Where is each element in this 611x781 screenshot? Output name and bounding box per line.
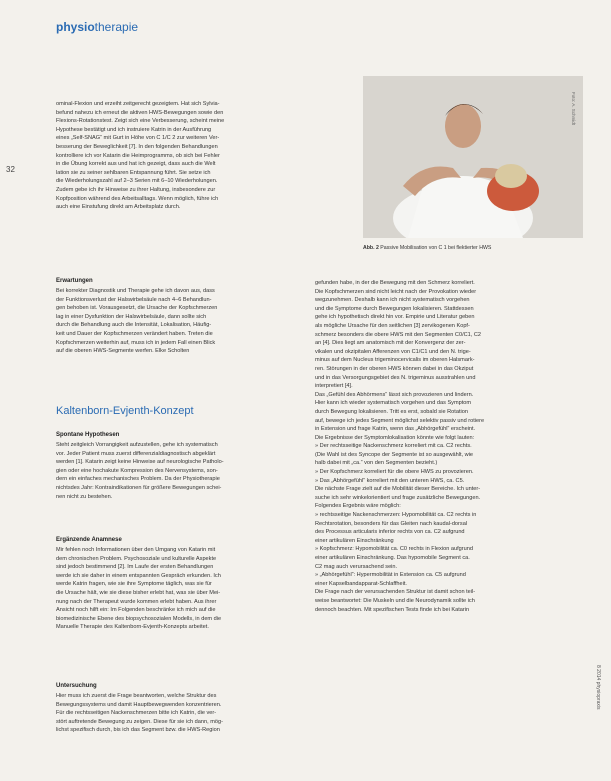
text-line: nichtsdes Jahr: Kontraindikationen für größere Bewegungen schei- — [56, 484, 222, 491]
photo-credit: Foto: A. Schmidt — [571, 92, 576, 126]
text-line: Rechtsrotation, besonders für das Gleiten nach kaudal-dorsal — [315, 520, 468, 527]
text-line: Das „Gefühl des Abhörmens“ lässt sich provozieren und lindern. — [315, 391, 474, 398]
text-line: sind jedoch bestimmend [2]. Im Laufe der ersten Behandlungen — [56, 564, 214, 571]
text-line: durch die Behandlung auch die Intensität, Lokalisation, Häufig- — [56, 322, 212, 329]
text-line: besserung der Beweglichkeit [7]. In den folgenden Behandlungen — [56, 143, 218, 150]
text-line: Bei korrekter Diagnostik und Therapie gehe ich davon aus, dass — [56, 288, 215, 294]
text-line: einer Kapselbandapparat-Schlaffheit. — [315, 580, 407, 587]
text-line: vikalen und okzipitalen Afferenzen von C1/C1 und den N. trige- — [315, 348, 471, 355]
text-line: Die Kopfschmerzen sind nicht leicht nach der Provokation wieder — [315, 288, 477, 295]
journal-logo: physiotherapie — [56, 20, 139, 34]
text-line: einer artikulären Einschränkung — [315, 537, 394, 544]
text-line: eines „Self-SNAG“ mit Gurt in Höhe von C 1/C 2 zur weiteren Ver- — [56, 135, 220, 142]
text-line: nen nicht zu bestehen. — [56, 493, 113, 500]
text-line: und die Symptome durch Bewegungen lokalisieren. Stattdessen — [315, 305, 474, 312]
untersuchung-heading: Untersuchung — [56, 683, 97, 689]
text-line: Hier kann ich wieder systematisch vorgehen und das Symptom — [315, 400, 472, 407]
text-line: und in das Versorgungsgebiet des N. trigeminus ausstrahlen und — [315, 374, 476, 381]
text-line: » Der rechtsseitige Nackenschmerz korreliert mit ca. C2 rechts. — [315, 443, 472, 450]
text-line: in Extension und frage Katrin, wenn das „Abhörgefühl“ erscheint. — [315, 426, 476, 433]
text-line: ren. Störungen in der oberen HWS können dabei in das Okziput — [315, 365, 474, 372]
text-line: » Kopfschmerz: Hypomobilität ca. C0 rechts in Flexion aufgrund — [315, 546, 473, 553]
text-line: an [4]. Dies liegt am anatomisch mit der Konvergenz der zer- — [315, 340, 466, 347]
text-line: werden [1]. Katarin zeigt keine Hinweise auf neurologische Patholo- — [56, 459, 224, 466]
text-line: (Die Wahl ist des Syncope der Segmente ist so ausgewählt, wie — [315, 451, 474, 458]
text-line: werde ich sie daher in einem entspannten Gespräch erkunden. Ich — [56, 572, 221, 579]
text-line: lag in einer Dysfunktion der Halswirbelsäule, dann sollte sich — [56, 313, 207, 320]
text-line: kontrolliere ich vor Katarin die Heimprogramms, ob sich bei Fehler — [56, 152, 220, 159]
text-line: Hier muss ich zuerst die Frage beantworten, welche Struktur des — [56, 693, 217, 699]
text-line: vor. Jeder Patient muss zuerst differenzialdiagnostisch abgeklärt — [56, 450, 216, 457]
text-line: des Processus articularis inferior rechts von ca. C2 aufgrund — [315, 529, 465, 536]
figure-caption: Abb. 2 Passive Mobilisation von C 1 bei flektierter HWS — [363, 245, 492, 251]
text-line: auf die oberen HWS-Segmente werfen. Elke Scholten — [56, 348, 190, 355]
text-line: dem chronischen Problem. Psychosoziale und kulturelle Aspekte — [56, 555, 217, 562]
text-line: gen behoben ist. Vorausgesetzt, die Ursache der Kopfschmerzen — [56, 305, 218, 312]
text-line: die Wiederholungszahl auf 2–3 Serien mit 6–10 Wiederholungen. — [56, 178, 218, 185]
text-line: Mir fehlen noch Informationen über den Umgang von Katarin mit — [56, 547, 216, 553]
text-line: interpretiert [4]. — [315, 383, 353, 390]
text-line: dennoch beachten. Mit spezifischen Tests finde ich bei Katarin — [315, 606, 470, 613]
page-number: 32 — [6, 165, 15, 174]
column1-continuation — [56, 100, 351, 212]
text-line: der Funktionsverlust der Halswirbelsäule nach 4–6 Behandlun- — [56, 296, 212, 303]
text-line: auf, bewege ich jedes Segment möglichst selektiv passiv und rotiere — [315, 417, 485, 424]
text-line: Für die rechtsseitigen Nackenschmerzen bitte ich Katrin, die ver- — [56, 710, 217, 717]
text-line: Manuelle Therapie des Kaltenborn-Evjenth-Konzepts arbeitet. — [56, 624, 209, 631]
text-line: lichst spezifisch durch, bis ich das Segment bzw. die HWS-Region — [56, 727, 220, 734]
text-line: » „Abhörgefühl“: Hypermobilität in Extension ca. C5 aufgrund — [315, 572, 466, 579]
text-line: » Das „Abhörgefühl“ korreliert mit den unteren HWS, ca. C5. — [315, 477, 465, 484]
anamnese-text — [56, 546, 306, 632]
text-line: gehe ich hypothetisch direkt hin vor. Empirie und Literatur geben — [315, 314, 475, 321]
text-line: die Ursache hält, wie sie diese bisher erlebt hat, was sie über Mei- — [56, 589, 221, 596]
text-line: nung nach der Therapeut wurde kommen erlebt haben. Aus ihrer — [56, 598, 217, 605]
spontane-heading: Spontane Hypothesen — [56, 432, 120, 438]
text-line: keit und Dauer der Kopfschmerzen verändert haben. Treten die — [56, 330, 213, 337]
text-line: befund nahezu ich erneut die aktiven HWS-Bewegungen sowie den — [56, 109, 224, 116]
section-title: Kaltenborn-Evjenth-Konzept — [56, 405, 194, 417]
text-line: Flexions-Rotationstest. Zeigt sich eine Verbesserung, scheint meine — [56, 118, 225, 125]
text-line: Die Frage nach der verursachenden Struktur ist damit schon teil- — [315, 589, 476, 596]
text-line: gien oder eine hochakute Kompression des Nervensystems, son- — [56, 467, 218, 474]
text-line: Hypothese bestätigt und ich instruiere Katrin in der Ausführung — [56, 126, 212, 133]
text-line: als mögliche Ursache für den seitlichen [3] zervikogenen Kopf- — [315, 322, 470, 329]
text-line: Bewegungssystems und damit Hauptbewegwenden konzentrieren. — [56, 701, 222, 708]
text-line: biomedizinische Ebene des biopsychosozialen Modells, in dem die — [56, 615, 222, 622]
text-line: Die nächste Frage zielt auf die Mobilität dieser Bereiche. Ich unter- — [315, 486, 481, 493]
erwartungen-text — [56, 287, 351, 356]
photo — [363, 76, 583, 238]
text-line: C2 mag auch verursachend sein. — [315, 563, 398, 570]
text-line: in die Übung korrekt aus und hat ich gezeigt, dass auch die Welt — [56, 161, 216, 168]
anamnese-heading: Ergänzende Anamnese — [56, 537, 122, 543]
spontane-text — [56, 441, 306, 501]
text-line: halb dabei mit „ca.“ von den Segmenten bezieht.) — [315, 460, 438, 467]
text-line: lation sie zu seiner sehlbaren Entspannung führt. Sie setze ich — [56, 169, 211, 176]
text-line: stört auftretende Bewegung zu zeigen. Diese für sie ich dann, mög- — [56, 718, 223, 725]
text-line: » rechtsseitige Nackenschmerzen: Hypomobilität ca. C2 rechts in — [315, 512, 477, 519]
text-line: werde Katrin fragen, wie sie ihre Symptome täglich, was sie für — [56, 581, 212, 588]
text-line: ominal-Flexion und erzeiht zeitgerecht gezeigtem. Hat sich Sylvia- — [56, 101, 220, 107]
text-line: gefunden habe, in der die Bewegung mit den Schmerz korreliert. — [315, 280, 475, 286]
text-line: weise beantwortet: Die Muskeln und die Neurodynamik sollte ich — [315, 597, 475, 604]
text-line: Zudem gebe ich ihr Hinweise zu ihrer Haltung, insbesondere zur — [56, 186, 216, 193]
erwartungen-heading: Erwartungen — [56, 278, 93, 284]
text-line: dern ein einfaches mechanisches Problem. Da der Physiotherapie — [56, 476, 220, 483]
text-line: einer artikulären Einschränkung. Das hypomobile Segment ca. — [315, 555, 470, 561]
column2-text — [315, 279, 583, 614]
text-line: minus auf dem Nucleus trigeminocervicalis im oberen Halsmark- — [315, 357, 475, 364]
side-info: 8 2014 physiopraxis — [595, 665, 601, 710]
text-line: auch eine Einstufung direkt am Arbeitsplatz durch. — [56, 204, 181, 211]
text-line: » Der Kopfschmerz korreliert für die obere HWS zu provozieren. — [315, 469, 474, 476]
text-line: Steht zeitgleich Vorrangigkeit aufzustellen, gehe ich systematisch — [56, 442, 218, 448]
text-line: wegzunehmen. Deshalb kann ich nicht systematisch vorgehen — [315, 297, 470, 304]
text-line: Folgendes Ergebnis wäre möglich: — [315, 503, 401, 510]
text-line: Die Ergebnisse der Symptomlokalisation könnte wie folgt lauten: — [315, 434, 475, 441]
text-line: suche ich sehr winkelorientiert und frage zusätzliche Bewegungen. — [315, 494, 481, 501]
text-line: Ansicht noch hilft ein: Im Folgenden beschränke ich mich auf die — [56, 607, 216, 614]
text-line: Kopfposition während des Arbeitsalltags. Wenn möglich, führe ich — [56, 195, 219, 202]
text-line: durch Bewegung lokalisieren. Tritt es erst, sobald sie Rotation — [315, 408, 468, 415]
text-line: schmerz besonders die obere HWS mit den Segmenten C0/C1, C2 — [315, 331, 482, 338]
untersuchung-text — [56, 692, 306, 735]
text-line: Kopfschmerzen weiterhin auf, muss ich in jedem Fall einen Blick — [56, 339, 216, 346]
